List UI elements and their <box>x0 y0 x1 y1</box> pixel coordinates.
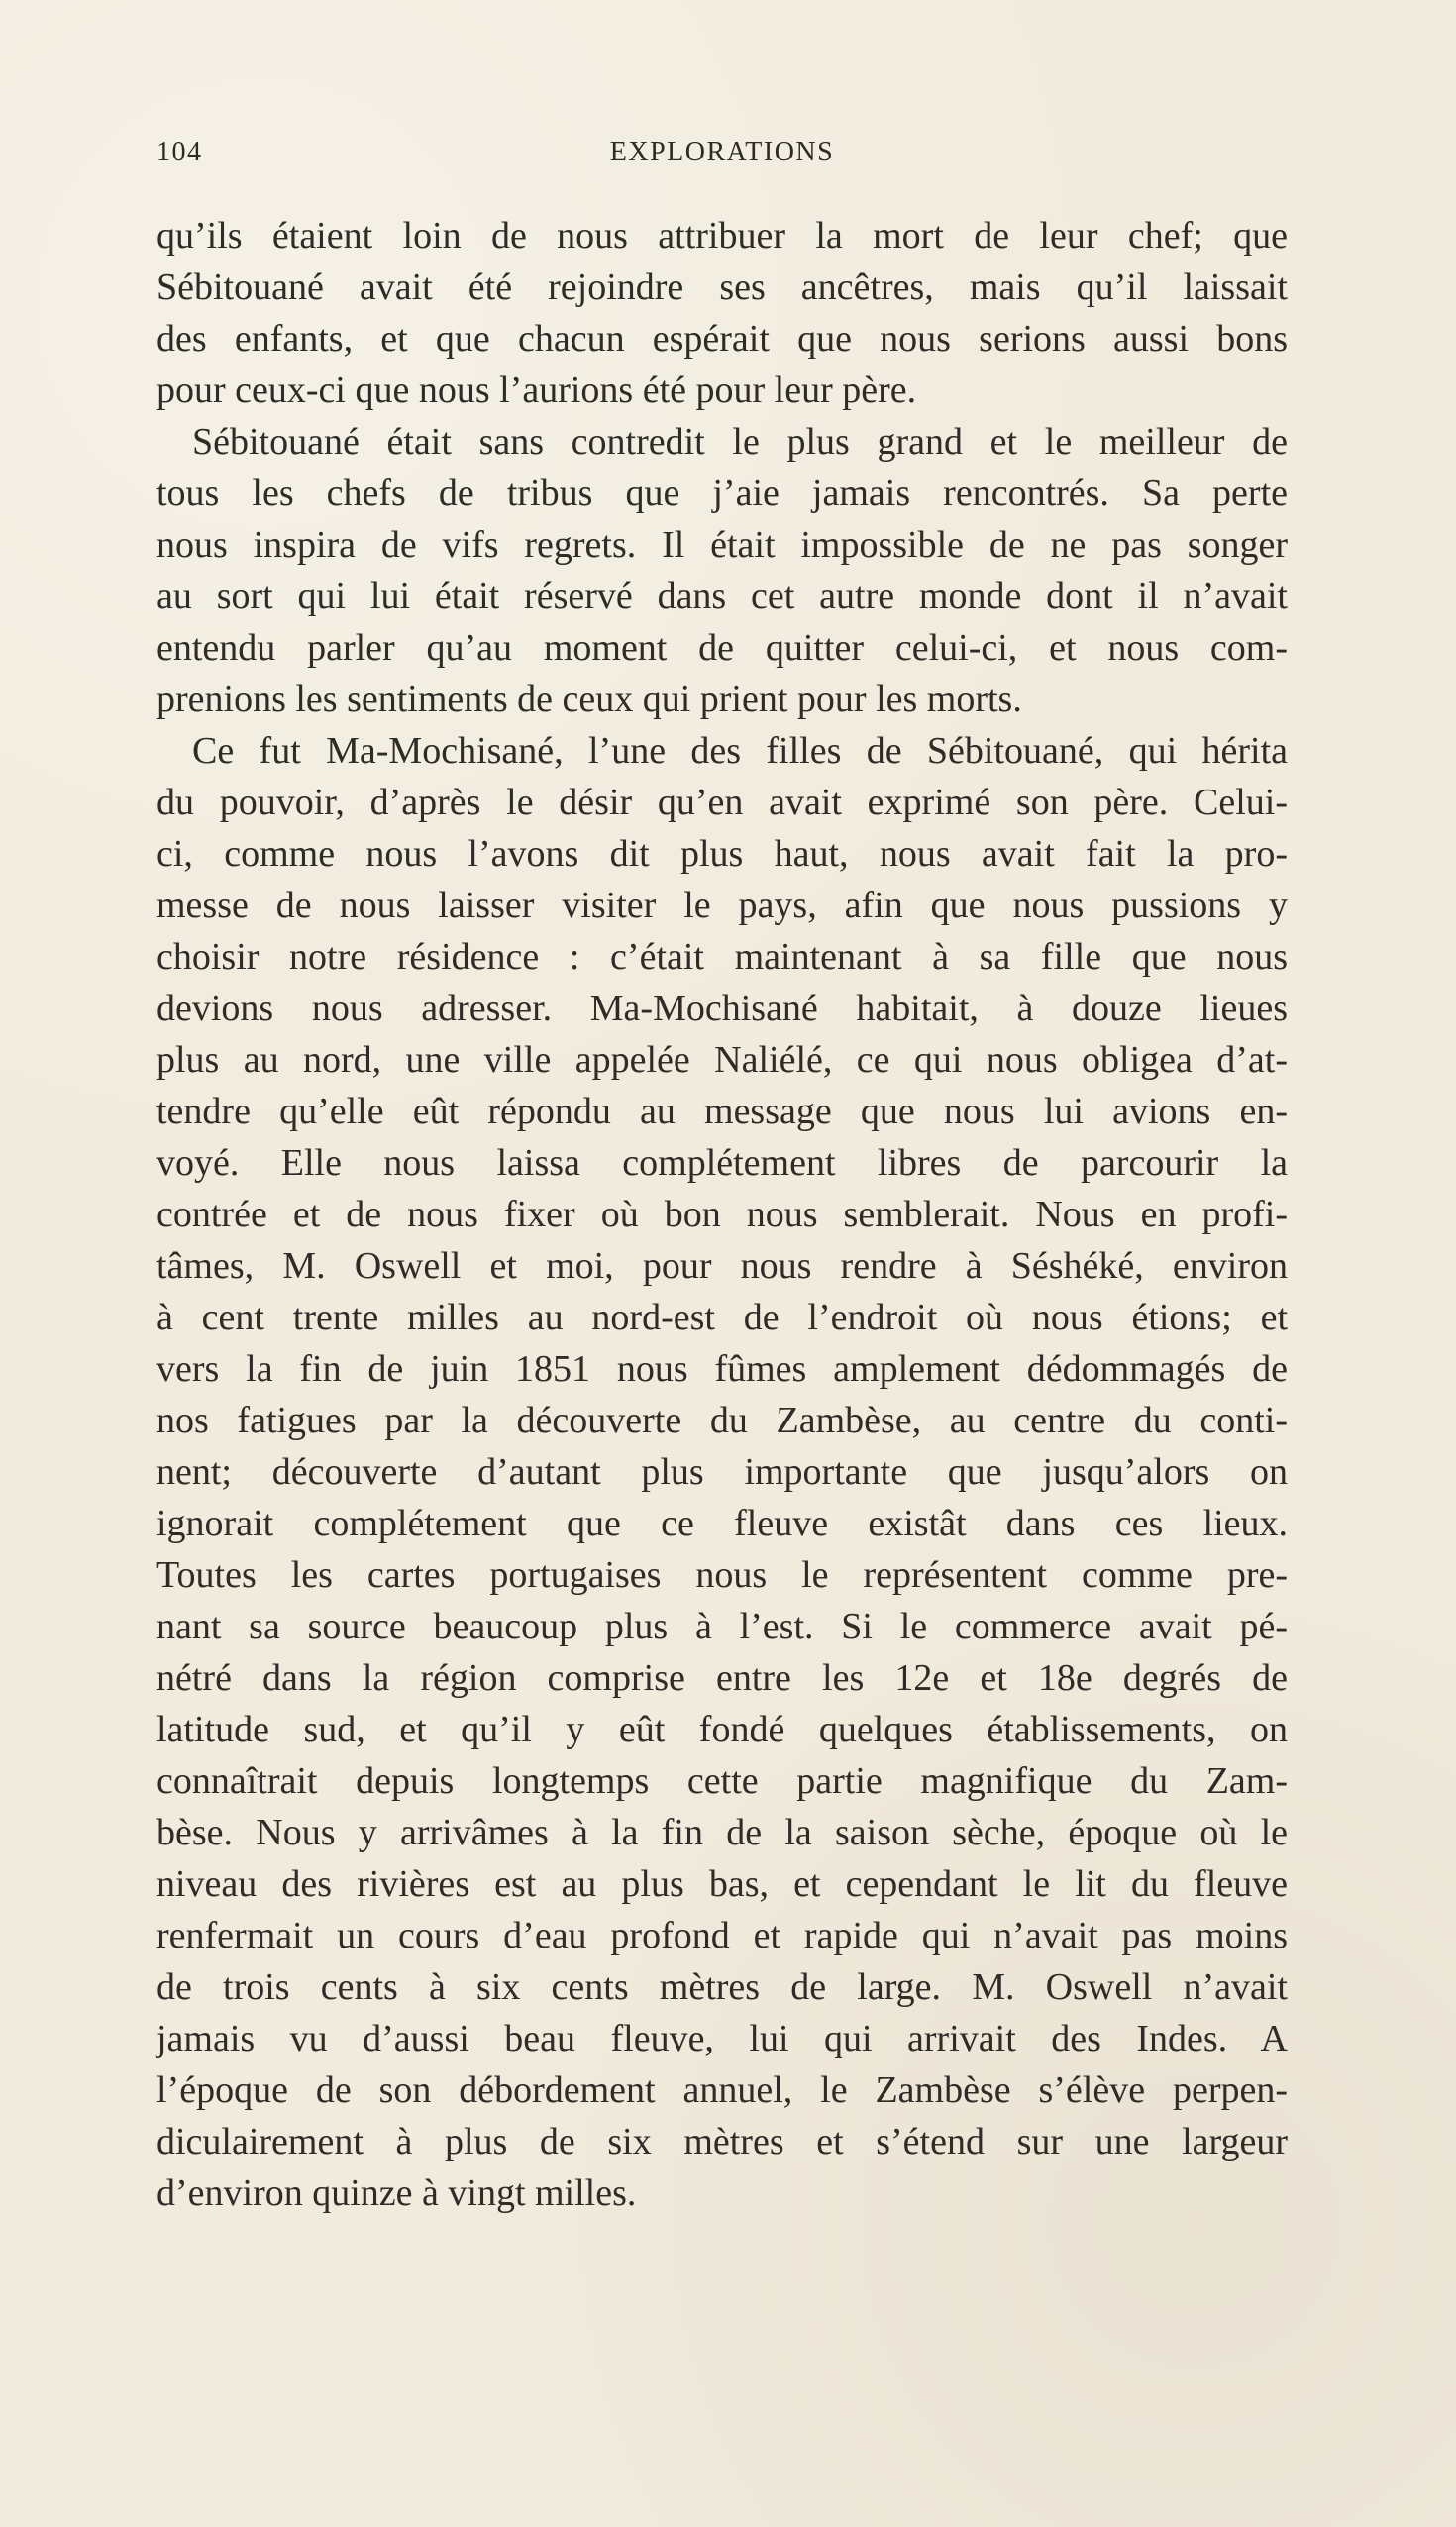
paragraph-1 <box>156 210 1288 416</box>
text-line: choisir notre résidence : c’était maintenant à sa fille que nous <box>156 936 1288 978</box>
page-header <box>156 137 1288 180</box>
text-line: pour ceux-ci que nous l’aurions été pour leur père. <box>156 369 917 411</box>
text-line: nétré dans la région comprise entre les 12e et 18e degrés de <box>156 1657 1288 1699</box>
text-line: messe de nous laisser visiter le pays, afin que nous pussions y <box>156 885 1288 926</box>
body-text <box>156 210 1288 2219</box>
text-line: de trois cents à six cents mètres de large. M. Oswell n’avait <box>156 1966 1288 2008</box>
running-title: EXPLORATIONS <box>609 137 835 167</box>
text-line: prenions les sentiments de ceux qui prient pour les morts. <box>156 679 1022 720</box>
text-line: diculairement à plus de six mètres et s’étend sur une largeur <box>156 2121 1288 2162</box>
text-line: devions nous adresser. Ma-Mochisané habitait, à douze lieues <box>156 988 1288 1029</box>
page-number: 104 <box>156 137 203 167</box>
text-line: tous les chefs de tribus que j’aie jamais rencontrés. Sa perte <box>156 473 1288 514</box>
text-line: à cent trente milles au nord-est de l’endroit où nous étions; et <box>156 1297 1288 1338</box>
text-line: niveau des rivières est au plus bas, et cependant le lit du fleuve <box>156 1863 1288 1905</box>
text-line: tâmes, M. Oswell et moi, pour nous rendre à Séshéké, environ <box>156 1245 1288 1287</box>
paragraph-3 <box>156 725 1288 2219</box>
text-line: nant sa source beaucoup plus à l’est. Si le commerce avait pé- <box>156 1606 1288 1647</box>
text-line: d’environ quinze à vingt milles. <box>156 2172 637 2214</box>
text-line: nous inspira de vifs regrets. Il était impossible de ne pas songer <box>156 524 1288 566</box>
text-line: vers la fin de juin 1851 nous fûmes amplement dédommagés de <box>156 1348 1288 1390</box>
text-line: Sébitouané avait été rejoindre ses ancêtres, mais qu’il laissait <box>156 266 1288 308</box>
text-line: ci, comme nous l’avons dit plus haut, nous avait fait la pro- <box>156 833 1288 875</box>
text-line: voyé. Elle nous laissa complétement libres de parcourir la <box>156 1142 1288 1184</box>
text-line: renfermait un cours d’eau profond et rapide qui n’avait pas moins <box>156 1915 1288 1956</box>
text-line: latitude sud, et qu’il y eût fondé quelques établissements, on <box>156 1709 1288 1750</box>
text-line: Ce fut Ma-Mochisané, l’une des filles de Sébitouané, qui hérita <box>192 730 1288 772</box>
text-line: contrée et de nous fixer où bon nous semblerait. Nous en profi- <box>156 1194 1288 1235</box>
text-line: qu’ils étaient loin de nous attribuer la mort de leur chef; que <box>156 215 1288 257</box>
text-line: Toutes les cartes portugaises nous le représentent comme pre- <box>156 1554 1288 1596</box>
text-line: nent; découverte d’autant plus importante que jusqu’alors on <box>156 1451 1288 1493</box>
text-line: ignorait complétement que ce fleuve existât dans ces lieux. <box>156 1503 1288 1544</box>
text-line: connaîtrait depuis longtemps cette partie magnifique du Zam- <box>156 1760 1288 1802</box>
text-line: tendre qu’elle eût répondu au message que nous lui avions en- <box>156 1091 1288 1132</box>
text-line: jamais vu d’aussi beau fleuve, lui qui arrivait des Indes. A <box>156 2018 1288 2059</box>
text-line: plus au nord, une ville appelée Naliélé, ce qui nous obligea d’at- <box>156 1039 1288 1081</box>
text-line: bèse. Nous y arrivâmes à la fin de la saison sèche, époque où le <box>156 1812 1288 1853</box>
paragraph-2 <box>156 416 1288 725</box>
text-line: Sébitouané était sans contredit le plus grand et le meilleur de <box>192 421 1288 463</box>
text-line: nos fatigues par la découverte du Zambèse, au centre du conti- <box>156 1400 1288 1441</box>
text-line: entendu parler qu’au moment de quitter celui-ci, et nous com- <box>156 627 1288 669</box>
text-line: au sort qui lui était réservé dans cet autre monde dont il n’avait <box>156 576 1288 617</box>
text-line: du pouvoir, d’après le désir qu’en avait exprimé son père. Celui- <box>156 782 1288 823</box>
text-line: des enfants, et que chacun espérait que nous serions aussi bons <box>156 318 1288 360</box>
text-line: l’époque de son débordement annuel, le Zambèse s’élève perpen- <box>156 2069 1288 2111</box>
